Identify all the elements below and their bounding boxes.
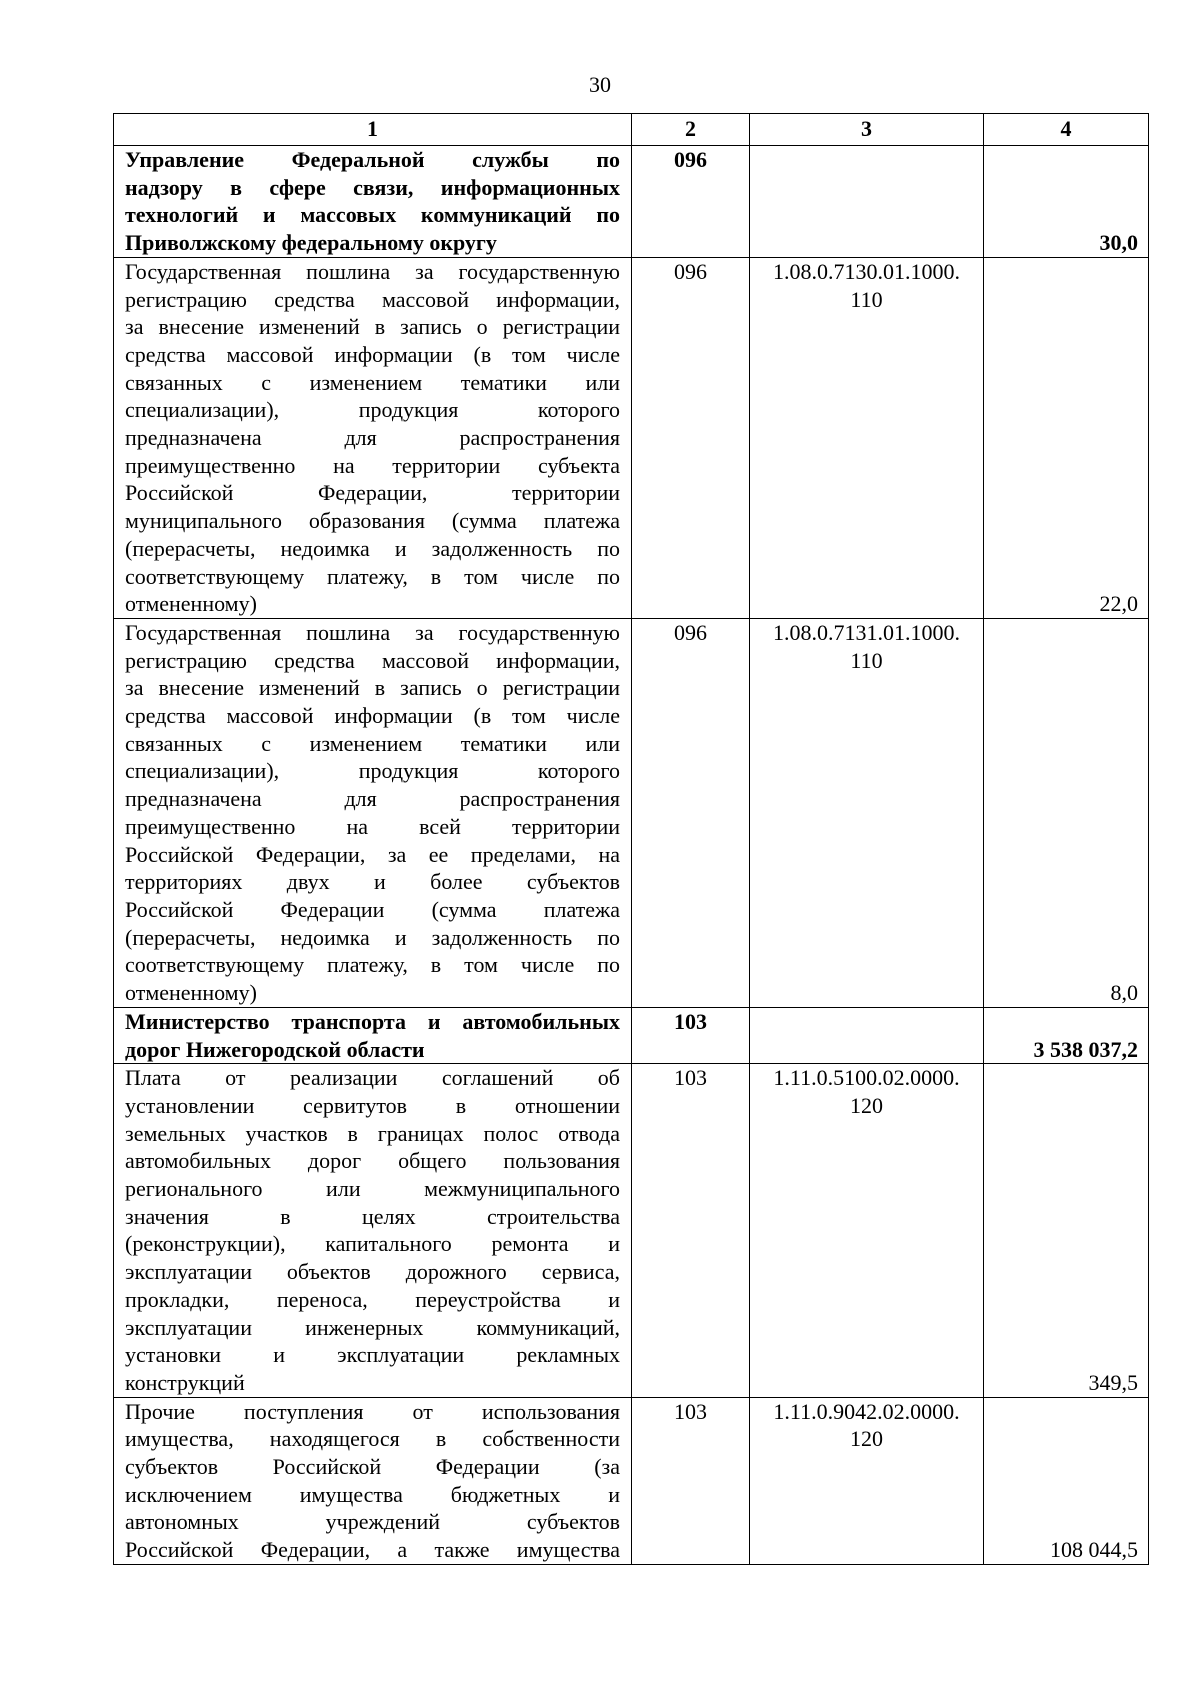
budget-classification-code [750, 257, 984, 618]
description-line: Российской Федерации (сумма платежа [125, 896, 620, 922]
admin-code: 096 [632, 146, 750, 258]
description-line: конструкций [125, 1369, 245, 1395]
page-number: 30 [589, 72, 611, 97]
row-description [114, 1007, 632, 1063]
description-line: связанных с изменением тематики или [125, 730, 620, 756]
admin-code: 103 [632, 1064, 750, 1397]
description-line: Управление Федеральной службы по [125, 147, 620, 172]
row-description [114, 1064, 632, 1397]
description-line: дорог Нижегородской области [125, 1036, 425, 1062]
description-line: территориях двух и более субъектов [125, 869, 620, 895]
description-line: преимущественно на всей территории [125, 813, 620, 839]
amount-value: 30,0 [984, 146, 1149, 258]
row-description [114, 257, 632, 618]
description-line: муниципального образования (сумма платежа [125, 508, 620, 534]
row-description [114, 1397, 632, 1564]
kbk-line-2: 120 [850, 1092, 883, 1118]
admin-code: 103 [632, 1007, 750, 1063]
description-line: регионального или межмуниципального [125, 1176, 620, 1202]
description-line: регистрацию средства массовой информации, [125, 286, 620, 312]
amount-value: 3 538 037,2 [984, 1007, 1149, 1063]
description-line: отмененному) [125, 980, 257, 1006]
description-line: специализации), продукция которого [125, 758, 620, 784]
amount-value: 349,5 [984, 1064, 1149, 1397]
description-line: технологий и массовых коммуникаций по [125, 202, 620, 228]
description-line: субъектов Российской Федерации (за [125, 1454, 620, 1480]
row-description [114, 618, 632, 1007]
budget-classification-code [750, 1064, 984, 1397]
column-header-2: 2 [632, 114, 750, 146]
row-description [114, 146, 632, 258]
description-line: (перерасчеты, недоимка и задолженность по [125, 924, 620, 950]
description-line: (перерасчеты, недоимка и задолженность по [125, 535, 620, 561]
description-line: надзору в сфере связи, информационных [125, 174, 620, 200]
description-line: преимущественно на территории субъекта [125, 452, 620, 478]
description-line: установки и эксплуатации рекламных [125, 1342, 620, 1368]
description-line: Плата от реализации соглашений об [125, 1065, 620, 1091]
description-line: Прочие поступления от использования [125, 1398, 620, 1424]
budget-classification-code [750, 146, 984, 258]
column-header-1: 1 [114, 114, 632, 146]
kbk-line-1: 1.08.0.7130.01.1000. [773, 258, 960, 284]
table-row [114, 146, 1149, 258]
description-line: земельных участков в границах полос отвода [125, 1120, 620, 1146]
description-line: соответствующему платежу, в том числе по [125, 563, 620, 589]
description-line: эксплуатации объектов дорожного сервиса, [125, 1259, 620, 1285]
budget-classification-code [750, 1397, 984, 1564]
budget-classification-code [750, 618, 984, 1007]
description-line: имущества, находящегося в собственности [125, 1426, 620, 1452]
table-row [114, 1007, 1149, 1063]
kbk-line-2: 110 [850, 286, 883, 312]
description-line: за внесение изменений в запись о регистрации [125, 314, 620, 340]
description-line: предназначена для распространения [125, 786, 620, 812]
description-line: Российской Федерации, за ее пределами, на [125, 841, 620, 867]
amount-value: 8,0 [984, 618, 1149, 1007]
budget-classification-code [750, 1007, 984, 1063]
description-line: эксплуатации инженерных коммуникаций, [125, 1314, 620, 1340]
description-line: Государственная пошлина за государственную [125, 619, 620, 645]
table-row [114, 257, 1149, 618]
description-line: связанных с изменением тематики или [125, 369, 620, 395]
description-line: автомобильных дорог общего пользования [125, 1148, 620, 1174]
description-line: регистрацию средства массовой информации, [125, 647, 620, 673]
description-line: средства массовой информации (в том числе [125, 703, 620, 729]
description-line: установлении сервитутов в отношении [125, 1092, 620, 1118]
description-line: отмененному) [125, 591, 257, 617]
kbk-line-1: 1.11.0.5100.02.0000. [773, 1065, 960, 1091]
description-line: исключением имущества бюджетных и [125, 1481, 620, 1507]
admin-code: 096 [632, 257, 750, 618]
table-header-row [114, 114, 1149, 146]
description-line: соответствующему платежу, в том числе по [125, 952, 620, 978]
column-header-3: 3 [750, 114, 984, 146]
admin-code: 103 [632, 1397, 750, 1564]
column-header-4: 4 [984, 114, 1149, 146]
table-row [114, 1064, 1149, 1397]
description-line: Российской Федерации, а также имущества [125, 1537, 620, 1563]
description-line: значения в целях строительства [125, 1203, 620, 1229]
description-line: Министерство транспорта и автомобильных [125, 1008, 620, 1034]
table-body [114, 146, 1149, 1565]
description-line: автономных учреждений субъектов [125, 1509, 620, 1535]
table-row [114, 1397, 1149, 1564]
description-line: Государственная пошлина за государственную [125, 258, 620, 284]
description-line: средства массовой информации (в том числе [125, 341, 620, 367]
table-row [114, 618, 1149, 1007]
revenue-table [113, 113, 1149, 1565]
kbk-line-2: 120 [850, 1426, 883, 1452]
description-line: (реконструкции), капитального ремонта и [125, 1231, 620, 1257]
amount-value: 108 044,5 [984, 1397, 1149, 1564]
description-line: за внесение изменений в запись о регистрации [125, 675, 620, 701]
description-line: Приволжскому федеральному округу [125, 230, 497, 256]
description-line: Российской Федерации, территории [125, 480, 620, 506]
amount-value: 22,0 [984, 257, 1149, 618]
kbk-line-1: 1.11.0.9042.02.0000. [773, 1398, 960, 1424]
description-line: прокладки, переноса, переустройства и [125, 1286, 620, 1312]
description-line: предназначена для распространения [125, 425, 620, 451]
kbk-line-1: 1.08.0.7131.01.1000. [773, 619, 960, 645]
description-line: специализации), продукция которого [125, 397, 620, 423]
admin-code: 096 [632, 618, 750, 1007]
kbk-line-2: 110 [850, 647, 883, 673]
